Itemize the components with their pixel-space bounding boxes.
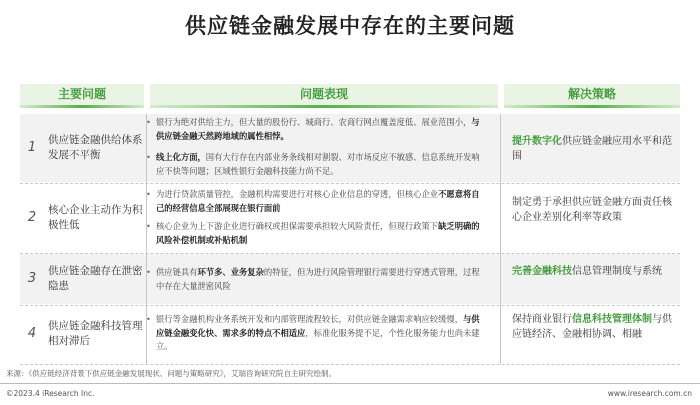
issue-text: 供应链金融科技管理相对滞后 <box>48 320 143 347</box>
header-problem: 主要问题 <box>20 84 144 108</box>
row-divider <box>20 183 680 184</box>
row-divider <box>20 305 680 306</box>
strategy-text: 提升数字化供应链金融应用水平和范围 <box>512 136 672 162</box>
issue-text: 供应链金融供给体系发展不平衡 <box>48 134 143 161</box>
strategy-text: 保持商业银行信息科技管理体制与供应链经济、金融相协调、相融 <box>512 314 672 340</box>
issue-text: 供应链金融存在泄密隐患 <box>48 265 143 292</box>
issue-text: 核心企业主动作为积极性低 <box>48 204 143 231</box>
manifestation-bullet: • 银行等金融机构业务系统开发和内部管理流程较长，对供应链金融需求响应较缓慢，与供应链金融变化快、需求多的特点不相适应，标准化服务提不足，个性化服务能力也尚未建立。 <box>156 313 482 354</box>
footer-divider <box>0 383 700 384</box>
page-title: 供应链金融发展中存在的主要问题 <box>185 14 515 38</box>
row-divider <box>20 253 680 254</box>
header-manifestation: 问题表现 <box>150 84 498 108</box>
website: www.iresearch.com.cn <box>607 389 692 398</box>
row-number: 1 <box>27 140 37 155</box>
column-divider <box>500 114 501 364</box>
manifestation-bullet: • 为进行贷款质量管控，金融机构需要进行对核心企业信息的穿透，但核心企业不愿意将自己的经营信息全部展现在银行面前 <box>156 188 482 215</box>
header-strategy: 解决策略 <box>504 84 680 108</box>
manifestation-bullet: • 银行为绝对供给主力，但大量的股份行、城商行、农商行网点覆盖度低、展业范围小，与供应链金融天然跨地域的属性相悖。 <box>156 116 482 143</box>
manifestation-bullet: • 核心企业为上下游企业进行确权或担保需要承担较大风险责任，但现行政策下缺乏明确的风险补偿机制或补贴机制 <box>156 220 482 247</box>
manifestation-bullet: • 线上化方面，国有大行存在内部业务条线相对割裂、对市场反应不敏感、信息系统开发响应不快等问题；区域性银行金融科技能力尚不足。 <box>156 151 482 178</box>
row-number: 2 <box>27 210 37 225</box>
strategy-text: 完善金融科技信息管理制度与系统 <box>512 266 662 277</box>
row-divider <box>20 364 680 365</box>
row-number: 3 <box>27 271 37 286</box>
source-note: 来源：《供应链经济背景下供应链金融发展现状、问题与策略研究》，艾瑞咨询研究院自主研究绘制。 <box>6 369 336 378</box>
manifestation-bullet: • 供应链具有环节多、业务复杂的特征，但为进行风险管理银行需要进行穿透式管理，过程中存在大量泄密风险 <box>156 266 482 293</box>
row-number: 4 <box>27 326 37 341</box>
strategy-text: 制定勇于承担供应链金融方面责任核心企业差别化利率等政策 <box>512 197 672 223</box>
copyright: ©2023.4 iResearch Inc. <box>6 389 95 398</box>
